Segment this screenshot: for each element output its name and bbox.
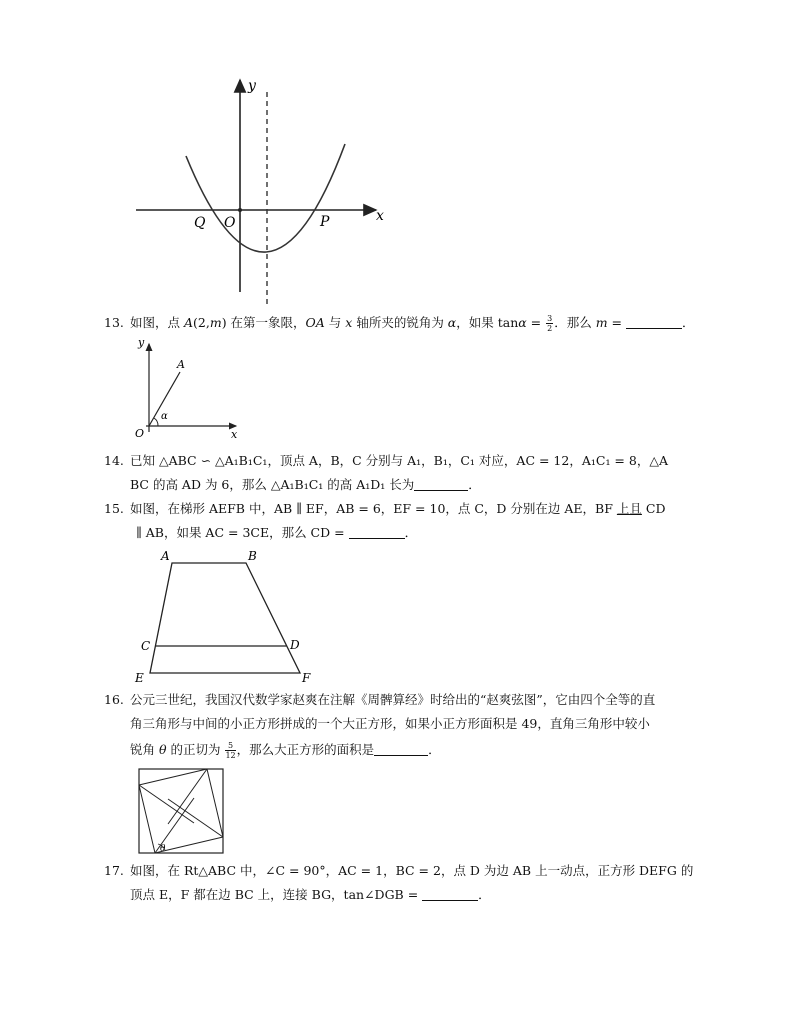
text: 锐角 — [130, 742, 159, 757]
text: ∥ AB，如果 AC = 3CE，那么 CD = — [136, 525, 349, 540]
text: ．那么 — [554, 315, 596, 330]
triangle-hypotenuse — [139, 785, 155, 853]
question-17-line-2 — [130, 886, 491, 904]
text: = — [607, 315, 626, 330]
text: ． — [404, 525, 418, 540]
text: ． — [428, 742, 441, 757]
text: ． — [478, 887, 491, 902]
parabola-figure — [130, 74, 390, 310]
answer-blank[interactable] — [349, 526, 405, 539]
text: ，那么大正方形的面积是 — [236, 742, 375, 757]
text: = — [526, 315, 546, 330]
question-13-line-1 — [130, 314, 695, 333]
question-16-line-3 — [130, 741, 441, 760]
text: 上且 — [616, 501, 642, 516]
trapezoid-aefb — [150, 563, 300, 673]
text: α — [518, 315, 527, 330]
fraction-3-2 — [546, 314, 553, 333]
angle-figure — [132, 336, 248, 444]
denominator: 12 — [225, 751, 236, 760]
point-e-label: E — [135, 671, 144, 685]
text: m — [209, 315, 222, 330]
question-14-line-2 — [130, 476, 481, 494]
question-17-line-1: 如图，在 Rt△ABC 中，∠C = 90°，AC = 1，BC = 2，点 D 为边 AB 上一动点，正方形 DEFG 的 — [130, 863, 694, 878]
question-number: 15. — [104, 501, 124, 516]
text: BC 的高 AD 为 6，那么 △A₁B₁C₁ 的高 A₁D₁ 长为 — [130, 477, 415, 492]
text: x — [345, 315, 353, 330]
text: α — [447, 315, 457, 330]
answer-blank[interactable] — [422, 888, 478, 901]
numerator: 3 — [547, 314, 553, 323]
origin-dot — [238, 208, 242, 212]
question-number: 17. — [104, 863, 124, 878]
text: 的正切为 — [166, 742, 225, 757]
fraction-5-12 — [225, 741, 235, 760]
point-o-label: O — [224, 215, 236, 231]
point-a-label: A — [161, 549, 170, 563]
text: (2, — [193, 315, 210, 330]
text: ． — [468, 477, 481, 492]
answer-blank[interactable] — [414, 478, 468, 491]
y-label: y — [248, 78, 256, 94]
x-label: x — [231, 428, 238, 441]
question-16-line-1: 公元三世纪，我国汉代数学家赵爽在注解《周髀算经》时给出的“赵爽弦图”，它由四个全等的直 — [130, 692, 656, 707]
point-c-label: C — [141, 639, 151, 653]
answer-blank[interactable] — [626, 316, 682, 329]
question-16-line-2: 角三角形与中间的小正方形拼成的一个大正方形，如果小正方形面积是 49，直角三角形中较小 — [130, 716, 650, 731]
text: 如图，点 — [130, 315, 184, 330]
text: θ — [158, 742, 167, 757]
alpha-label: α — [161, 411, 168, 422]
text: A — [183, 315, 194, 330]
point-d-label: D — [290, 638, 300, 652]
question-number: 14. — [104, 453, 124, 468]
zhao-shuang-figure — [138, 768, 226, 856]
x-label: x — [376, 208, 384, 224]
text: 顶点 E，F 都在边 BC 上，连接 BG，tan∠DGB = — [130, 887, 423, 902]
text: ) 在第一象限， — [221, 315, 306, 330]
text: 与 — [324, 315, 346, 330]
point-p-label: P — [320, 214, 330, 230]
triangle-leg — [168, 799, 223, 837]
question-15-line-1 — [130, 500, 665, 518]
text: 轴所夹的锐角为 — [352, 315, 448, 330]
point-f-label: F — [302, 671, 311, 685]
angle-arc — [154, 418, 158, 426]
numerator: 5 — [225, 741, 235, 751]
text: 如图，在梯形 AEFB 中，AB ∥ EF，AB = 6，EF = 10，点 C，D 分别在边 AE，BF — [130, 501, 617, 516]
point-q-label: Q — [194, 215, 206, 231]
point-a-label: A — [177, 358, 185, 371]
question-15-line-2 — [136, 524, 417, 542]
y-label: y — [138, 336, 145, 349]
theta-label: θ — [160, 844, 166, 854]
point-b-label: B — [248, 549, 257, 563]
trapezoid-figure — [130, 545, 320, 685]
point-o-label: O — [135, 427, 145, 440]
question-14-line-1: 已知 △ABC ∽ △A₁B₁C₁，顶点 A，B，C 分别与 A₁，B₁，C₁ 对应，AC = 12，A₁C₁ = 8，△A — [130, 453, 668, 468]
text: m — [595, 315, 608, 330]
text: CD — [641, 501, 666, 516]
parabola-curve — [186, 144, 345, 252]
text: OA — [305, 315, 325, 330]
answer-blank[interactable] — [374, 743, 428, 756]
question-number: 13. — [104, 315, 124, 330]
triangle-hypotenuse — [207, 769, 223, 837]
denominator: 2 — [547, 324, 553, 333]
text: ． — [681, 315, 695, 330]
triangle-leg — [139, 785, 194, 823]
text: ，如果 tan — [456, 315, 519, 330]
question-number: 16. — [104, 692, 124, 707]
